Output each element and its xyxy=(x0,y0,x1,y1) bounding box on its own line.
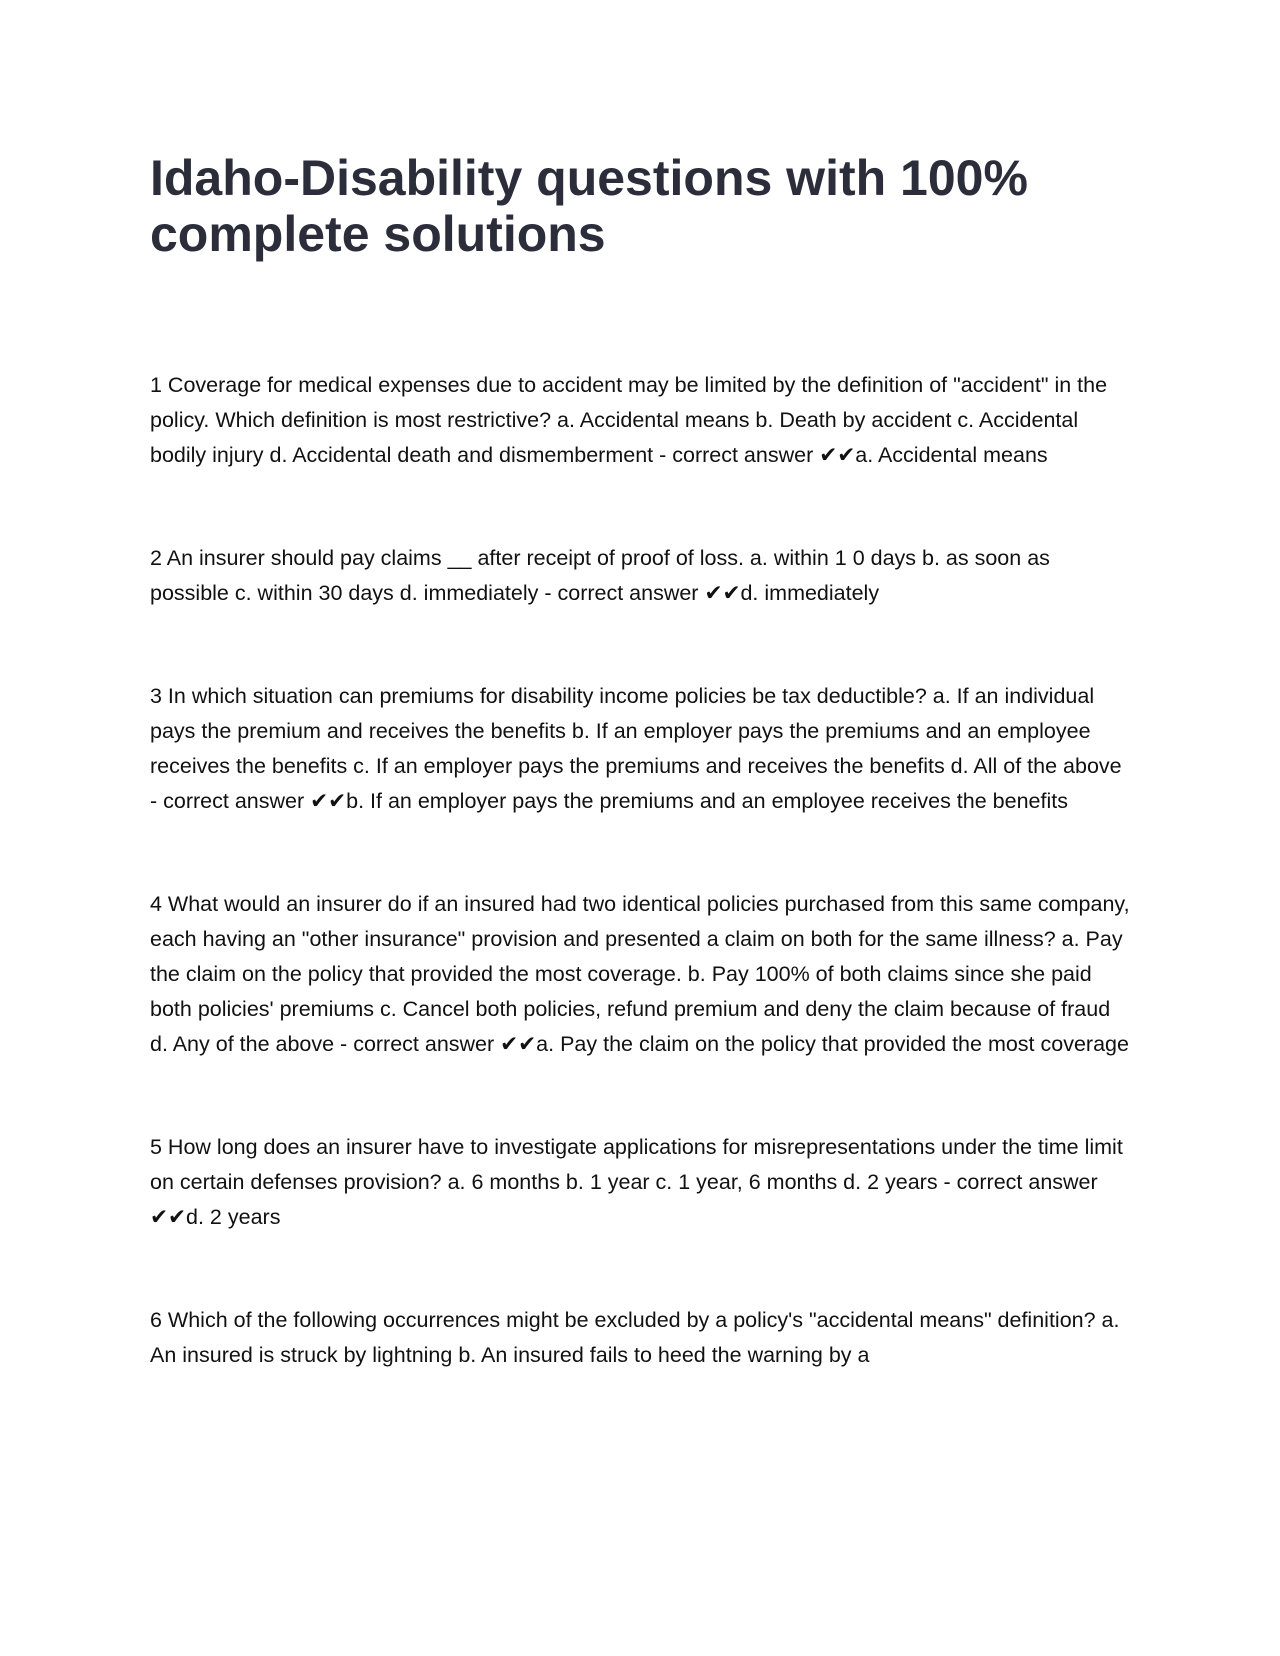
question-6: 6 Which of the following occurrences might be excluded by a policy's "accidental means" definition? a. An insured is struck by lightning b. An insured fails to heed the warning by a xyxy=(150,1308,1125,1367)
question-4: 4 What would an insurer do if an insured had two identical policies purchased from this same company, each having an "other insurance" provision and presented a claim on both for the same illness? a. Pay the claim on the policy that provided the most coverage. b. Pay 100% of both claims since she paid both policies' premiums c. Cancel both policies, refund premium and deny the claim because of fraud d. Any of the above - correct answer ✔✔a. Pay the claim on the policy that provided the most coverage xyxy=(150,892,1136,1056)
document-title: Idaho-Disability questions with 100% complete solutions xyxy=(150,150,1028,262)
question-5: 5 How long does an insurer have to investigate applications for misrepresentations under the time limit on certain defenses provision? a. 6 months b. 1 year c. 1 year, 6 months d. 2 years - correct answer ✔✔d. 2 years xyxy=(150,1135,1129,1229)
document-content xyxy=(150,150,1136,1441)
question-list xyxy=(150,368,1136,1373)
question-3: 3 In which situation can premiums for disability income policies be tax deductible? a. If an individual pays the premium and receives the benefits b. If an employer pays the premiums and an employee receives the benefits c. If an employer pays the premiums and receives the benefits d. All of the above - correct answer ✔✔b. If an employer pays the premiums and an employee receives the benefits xyxy=(150,684,1128,813)
question-1: 1 Coverage for medical expenses due to accident may be limited by the definition of "accident" in the policy. Which definition is most restrictive? a. Accidental means b. Death by accident c. Accidental bodily injury d. Accidental death and dismemberment - correct answer ✔✔a. Accidental means xyxy=(150,373,1114,467)
question-2: 2 An insurer should pay claims __ after receipt of proof of loss. a. within 1 0 days b. as soon as possible c. within 30 days d. immediately - correct answer ✔✔d. immediately xyxy=(150,546,1056,605)
